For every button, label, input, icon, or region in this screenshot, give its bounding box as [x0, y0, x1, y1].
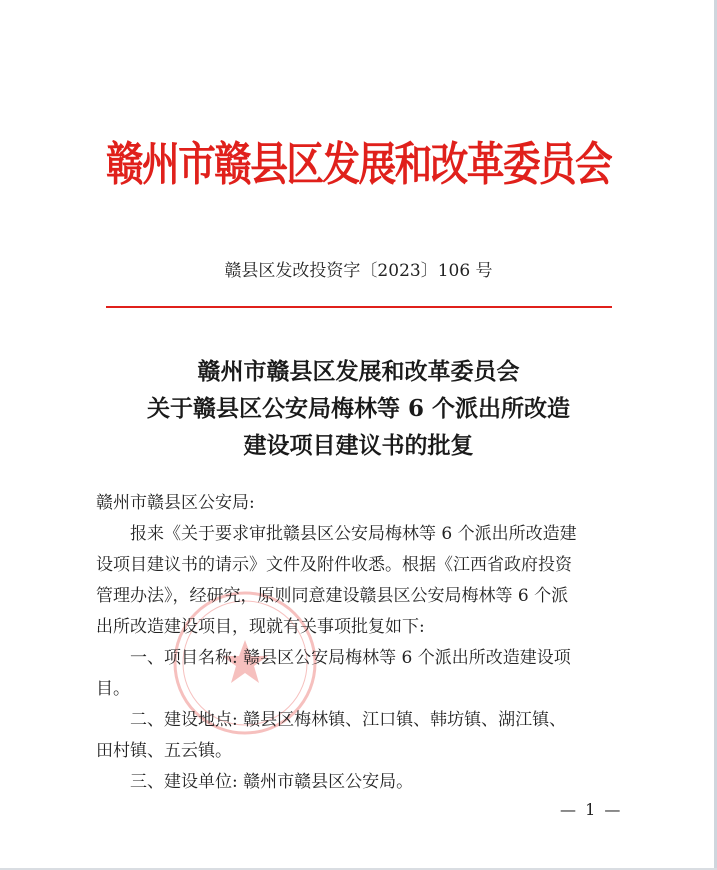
paragraph-1-line-4: 出所改造建设项目，现就有关事项批复如下:: [96, 617, 425, 637]
item-1-line-2: 目。: [96, 679, 130, 699]
document-title: [0, 353, 717, 464]
page-number: — 1 —: [560, 800, 623, 819]
paragraph-1-line-1: 报来《关于要求审批赣县区公安局梅林等 6 个派出所改造建: [130, 524, 577, 544]
item-1-line-1: 一、项目名称: 赣县区公安局梅林等 6 个派出所改造建设项: [130, 648, 571, 668]
document-number: 赣县区发改投资字〔2023〕106 号: [224, 261, 493, 281]
document-body: [96, 488, 626, 798]
addressee-line: 赣州市赣县区公安局:: [96, 493, 255, 513]
title-line-3: 建设项目建议书的批复: [243, 432, 474, 459]
title-line-2: 关于赣县区公安局梅林等 6 个派出所改造: [146, 395, 571, 422]
item-2-line-1: 二、建设地点: 赣县区梅林镇、江口镇、韩坊镇、湖江镇、: [130, 710, 567, 730]
item-2-line-2: 田村镇、五云镇。: [96, 741, 232, 761]
paragraph-1-line-2: 设项目建议书的请示》文件及附件收悉。根据《江西省政府投资: [96, 555, 572, 575]
paragraph-1-line-3: 管理办法》，经研究，原则同意建设赣县区公安局梅林等 6 个派: [96, 586, 569, 606]
item-3-line: 三、建设单位: 赣州市赣县区公安局。: [130, 772, 414, 792]
red-divider-line: [106, 306, 612, 308]
issuing-authority-header: 赣州市赣县区发展和改革委员会: [105, 137, 612, 191]
title-line-1: 赣州市赣县区发展和改革委员会: [197, 358, 520, 385]
